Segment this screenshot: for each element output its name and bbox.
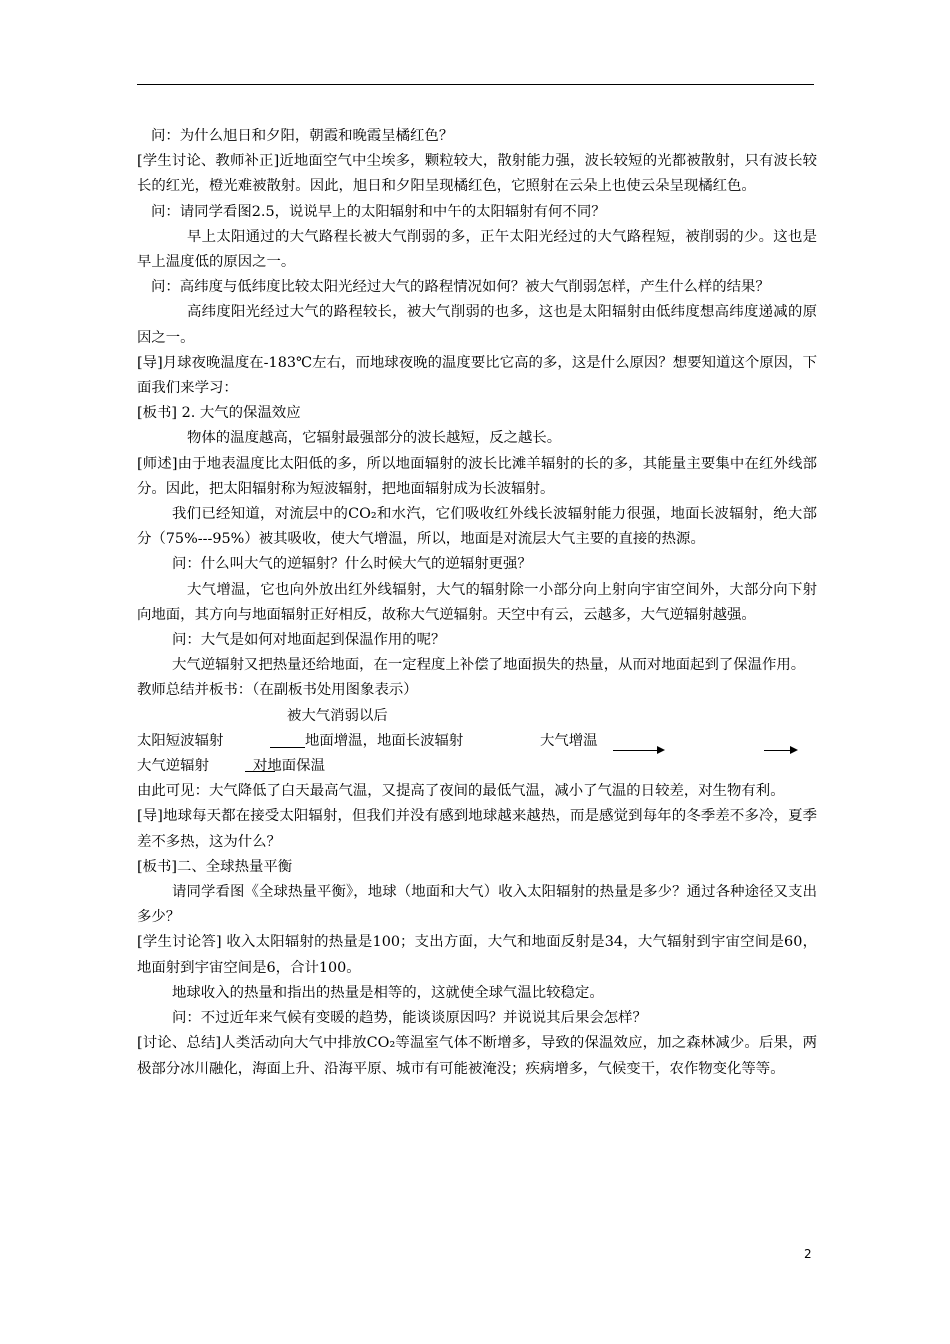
flow-diagram xyxy=(137,704,817,780)
diagram-arrow xyxy=(613,750,663,751)
diagram-label-above: 被大气消弱以后 xyxy=(287,707,388,724)
paragraph: 早上太阳通过的大气路程长被大气削弱的多，正午太阳光经过的大气路程短，被削弱的少。这也是早上温度低的原因之一。 xyxy=(137,228,817,271)
header-rule xyxy=(137,84,814,85)
paragraph: [导]月球夜晚温度在-183℃左右，而地球夜晚的温度要比它高的多，这是什么原因？想要知道这个原因，下面我们来学习： xyxy=(137,354,817,397)
diagram-node-solar: 太阳短波辐射 xyxy=(137,732,224,749)
paragraph: 问：高纬度与低纬度比较太阳光经过大气的路程情况如何？被大气削弱怎样，产生什么样的结果？ xyxy=(151,279,770,296)
paragraph: 由此可见：大气降低了白天最高气温，又提高了夜间的最低气温，减小了气温的日较差，对生物有利。 xyxy=(137,783,785,800)
paragraph: 高纬度阳光经过大气的路程较长，被大气削弱的也多，这也是太阳辐射由低纬度想高纬度递减的原因之一。 xyxy=(137,304,817,346)
paragraph: 物体的温度越高，它辐射最强部分的波长越短，反之越长。 xyxy=(187,430,562,447)
paragraph: 问：不过近年来气候有变暖的趋势，能谈谈原因吗？并说说其后果会怎样？ xyxy=(172,1010,647,1027)
paragraph: 问：什么叫大气的逆辐射？什么时候大气的逆辐射更强？ xyxy=(172,556,532,573)
paragraph: 问：大气是如何对地面起到保温作用的呢？ xyxy=(172,632,446,649)
paragraph: [讨论、总结]人类活动向大气中排放CO₂等温室气体不断增多，导致的保温效应，加之森林减少。后果，两极部分冰川融化，海面上升、沿海平原、城市有可能被淹没；疾病增多，气候变干，农作物变化等等。 xyxy=(137,1035,817,1077)
diagram-arrow xyxy=(764,750,796,751)
paragraph: [导]地球每天都在接受太阳辐射，但我们并没有感到地球越来越热，而是感觉到每年的冬季差不多冷，夏季差不多热，这为什么？ xyxy=(137,808,817,850)
board-heading: [板书] 2. 大气的保温效应 xyxy=(137,405,301,422)
paragraph: [师述]由于地表温度比太阳低的多，所以地面辐射的波长比滩羊辐射的长的多，其能量主要集中在红外线部分。因此，把太阳辐射称为短波辐射，把地面辐射成为长波辐射。 xyxy=(137,455,817,497)
paragraph: 教师总结并板书：（在副板书处用图象表示） xyxy=(137,682,418,699)
paragraph: [学生讨论答] 收入太阳辐射的热量是100；支出方面，大气和地面反射是34，大气辐射到宇宙空间是60，地面射到宇宙空间是6，合计100。 xyxy=(137,934,817,976)
diagram-node-protect: 对地面保温 xyxy=(253,758,325,775)
diagram-node-ground: 地面增温，地面长波辐射 xyxy=(305,732,464,749)
paragraph: 大气逆辐射又把热量还给地面，在一定程度上补偿了地面损失的热量，从而对地面起到了保温作用。 xyxy=(172,657,806,674)
paragraph: 大气增温，它也向外放出红外线辐射，大气的辐射除一小部分向上射向宇宙空间外，大部分向下射向地面，其方向与地面辐射正好相反，故称大气逆辐射。天空中有云，云越多，大气逆辐射越强。 xyxy=(137,581,817,623)
diagram-node-counter: 大气逆辐射 xyxy=(137,758,209,775)
paragraph: 请同学看图《全球热量平衡》，地球（地面和大气）收入太阳辐射的热量是多少？通过各种途径又支出多少？ xyxy=(137,884,817,926)
document-body xyxy=(137,124,817,1082)
diagram-connector xyxy=(270,747,305,748)
paragraph: 地球收入的热量和指出的热量是相等的，这就使全球气温比较稳定。 xyxy=(172,984,604,1001)
diagram-node-air: 大气增温 xyxy=(540,732,598,749)
paragraph: 问：为什么旭日和夕阳，朝霞和晚霞呈橘红色？ xyxy=(151,128,454,144)
paragraph: [学生讨论、教师补正]近地面空气中尘埃多，颗粒较大，散射能力强，波长较短的光都被散射，只有波长较长的红光，橙光难被散射。因此，旭日和夕阳呈现橘红色，它照射在云朵上也使云朵呈现橘红色。 xyxy=(137,153,817,195)
page-number: 2 xyxy=(804,1247,812,1261)
paragraph: 问：请同学看图2.5，说说早上的太阳辐射和中午的太阳辐射有何不同？ xyxy=(151,203,606,220)
board-heading: [板书]二、全球热量平衡 xyxy=(137,858,293,875)
paragraph: 我们已经知道，对流层中的CO₂和水汽，它们吸收红外线长波辐射能力很强，地面长波辐射，绝大部分（75%---95%）被其吸收，使大气增温，所以，地面是对流层大气主要的直接的热源。 xyxy=(137,506,817,548)
